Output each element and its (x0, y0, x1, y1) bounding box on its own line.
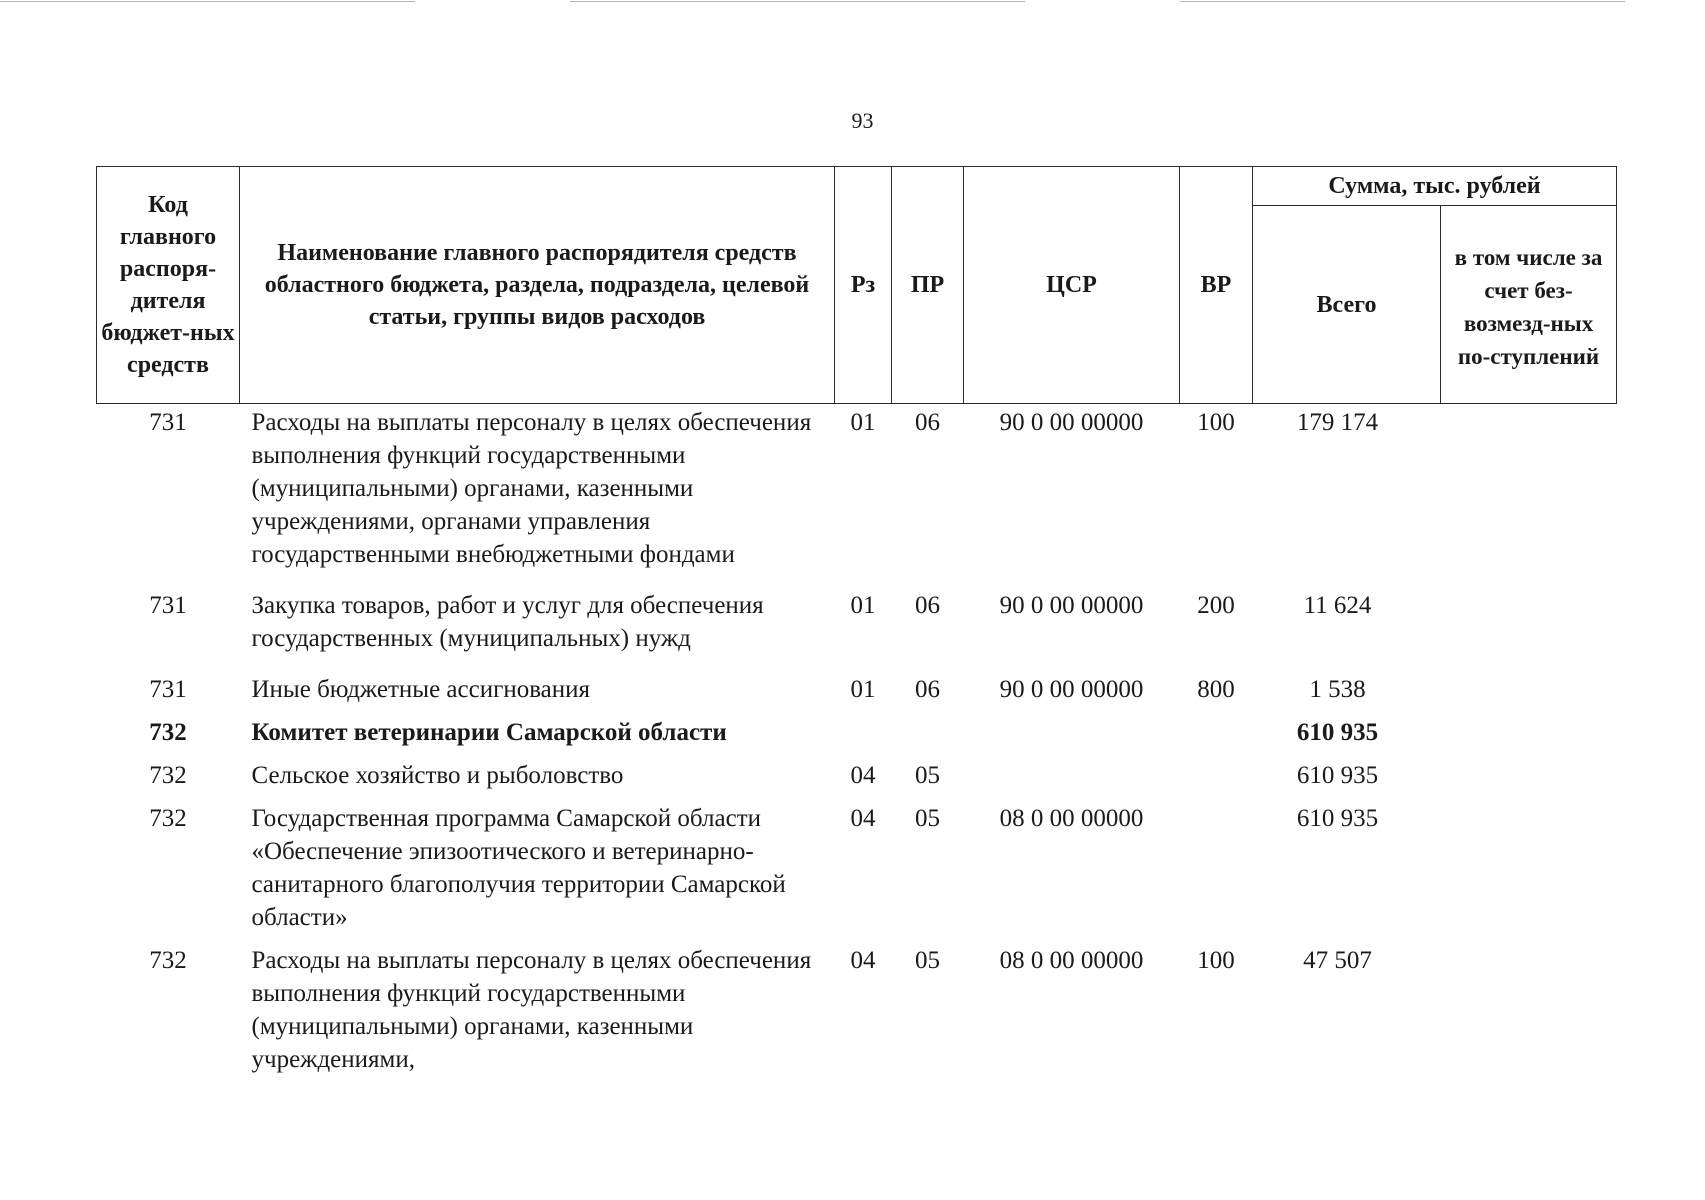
header-incl: в том числе за счет без-возмезд-ных по-ступлений (1441, 206, 1617, 404)
cell-rz: 01 (850, 592, 876, 619)
cell-code: 732 (149, 947, 187, 974)
table-row (97, 583, 1617, 667)
cell-pr: 05 (915, 762, 940, 789)
cell-name: Государственная программа Самарской области «Обеспечение эпизоотического и ветеринарно-санитарного благополучия территории Самарской области» (251, 805, 786, 931)
cell-pr: 06 (915, 409, 940, 436)
table-row (97, 938, 1617, 1088)
cell-rz: 04 (850, 762, 876, 789)
cell-code: 732 (149, 719, 187, 746)
cell-rz (835, 710, 892, 753)
header-rz: Рз (835, 167, 892, 404)
cell-name: Закупка товаров, работ и услуг для обеспечения государственных (муниципальных) нужд (251, 592, 764, 652)
cell-csr (964, 710, 1180, 753)
cell-csr: 08 0 00 00000 (999, 947, 1144, 974)
cell-vr: 800 (1197, 676, 1235, 703)
cell-total: 47 507 (1303, 947, 1372, 974)
cell-name: Расходы на выплаты персоналу в целях обеспечения выполнения функций государственными (муниципальными) органами, казенными учреждениями, (251, 947, 812, 1073)
cell-code: 731 (149, 409, 187, 436)
header-total: Всего (1253, 206, 1441, 404)
cell-pr: 06 (915, 676, 940, 703)
cell-total: 610 935 (1296, 805, 1379, 832)
cell-total: 610 935 (1296, 762, 1379, 789)
budget-table (96, 166, 1617, 1088)
cell-csr: 08 0 00 00000 (999, 805, 1144, 832)
table-row (97, 753, 1617, 796)
header-sum: Сумма, тыс. рублей (1253, 167, 1617, 206)
cell-incl (1441, 710, 1617, 753)
cell-rz: 01 (850, 676, 876, 703)
cell-csr (964, 753, 1180, 796)
cell-incl (1441, 404, 1617, 584)
header-csr: ЦСР (964, 167, 1180, 404)
cell-pr (892, 710, 964, 753)
cell-vr: 200 (1197, 592, 1235, 619)
table-row (97, 796, 1617, 938)
cell-total: 1 538 (1309, 676, 1366, 703)
cell-csr: 90 0 00 00000 (999, 409, 1144, 436)
cell-name: Комитет ветеринарии Самарской области (251, 719, 727, 746)
cell-incl (1441, 583, 1617, 667)
cell-name: Расходы на выплаты персоналу в целях обеспечения выполнения функций государственными (муниципальными) органами, казенными учреждениями, органами управления государственными внебюджетными фондами (251, 409, 812, 568)
cell-csr: 90 0 00 00000 (999, 676, 1144, 703)
cell-rz: 01 (850, 409, 876, 436)
header-vr: ВР (1180, 167, 1253, 404)
cell-pr: 06 (915, 592, 940, 619)
table-header (97, 167, 1617, 404)
cell-total: 179 174 (1296, 409, 1379, 436)
cell-name: Иные бюджетные ассигнования (251, 676, 591, 703)
cell-incl (1441, 667, 1617, 710)
cell-csr: 90 0 00 00000 (999, 592, 1144, 619)
scan-edge-top-middle (570, 1, 1025, 2)
cell-total: 610 935 (1296, 719, 1379, 746)
table-row (97, 667, 1617, 710)
scan-edge-top-left (0, 1, 415, 2)
scan-edge-top-right (1180, 1, 1625, 2)
cell-rz: 04 (850, 947, 876, 974)
cell-code: 731 (149, 592, 187, 619)
cell-vr (1180, 710, 1253, 753)
table-row (97, 404, 1617, 584)
header-name: Наименование главного распорядителя средств областного бюджета, раздела, подраздела, целевой статьи, группы видов расходов (240, 167, 835, 404)
cell-vr (1180, 753, 1253, 796)
cell-vr: 100 (1197, 409, 1235, 436)
cell-rz: 04 (850, 805, 876, 832)
cell-name: Сельское хозяйство и рыболовство (251, 762, 624, 789)
header-pr: ПР (892, 167, 964, 404)
cell-code: 732 (149, 762, 187, 789)
page-number: 93 (851, 108, 874, 133)
table-body (97, 404, 1617, 1089)
cell-incl (1441, 753, 1617, 796)
cell-pr: 05 (915, 805, 940, 832)
cell-total: 11 624 (1303, 592, 1372, 619)
cell-vr: 100 (1197, 947, 1235, 974)
cell-pr: 05 (915, 947, 940, 974)
cell-code: 731 (149, 676, 187, 703)
table-row (97, 710, 1617, 753)
header-code: Код главного распоря-дителя бюджет-ных средств (97, 167, 240, 404)
cell-incl (1441, 938, 1617, 1088)
cell-vr (1180, 796, 1253, 938)
cell-incl (1441, 796, 1617, 938)
cell-code: 732 (149, 805, 187, 832)
